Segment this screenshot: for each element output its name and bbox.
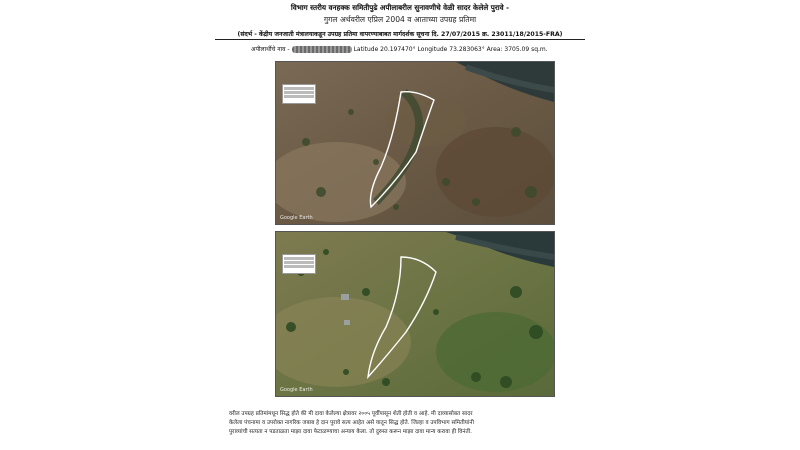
google-earth-watermark: Google Earth bbox=[280, 387, 313, 393]
paragraph-line: पुराव्यांची सत्यता न पडताळता माझा दावा फेटाळण्याचा अन्याय केला. तो दुरुस्त करून माझा दावा मान्य करावा ही विनंती. bbox=[229, 429, 472, 435]
document-reference: (संदर्भ - केंद्रीय जनजाती मंत्रालयाकडून उपग्रह प्रतिमा वापरण्याबाबत मार्गदर्शक सूचना दि. 27/07/2015 क्र. 23011/18/2015-FRA) bbox=[237, 31, 563, 38]
redacted-name bbox=[292, 46, 352, 53]
document-title: विभाग स्तरीय वनहक्क समितीपुढे अपीलाबरील सुनावणीचे वेळी सादर केलेले पुरावे - bbox=[290, 3, 510, 12]
image-legend-2004 bbox=[282, 84, 316, 104]
satellite-terrain-current bbox=[276, 232, 554, 396]
document-subtitle: गुगल अर्थवरील एप्रिल 2004 व आताच्या उपग्रह प्रतिमा bbox=[323, 15, 477, 24]
paragraph-line: केलेला पंचनामा व उपरोक्त नागरिक जबाब हे दान पुरावे सत्य आहेत असे यातून सिद्ध होते. जिल्हा व उपविभाग समितीयांनी bbox=[229, 420, 474, 426]
google-earth-watermark: Google Earth bbox=[280, 215, 313, 221]
satellite-image-current bbox=[275, 231, 555, 397]
header-divider bbox=[215, 39, 585, 40]
satellite-terrain-2004 bbox=[276, 62, 554, 224]
applicant-coordinates: Latitude 20.197470° Longitude 73.283063° Area: 3705.09 sq.m. bbox=[353, 45, 548, 53]
conclusion-paragraph bbox=[229, 410, 571, 437]
document-page bbox=[215, 0, 585, 450]
image-legend-current bbox=[282, 254, 316, 274]
applicant-label: अपीलार्थीचे नाव - bbox=[251, 46, 290, 53]
satellite-image-2004 bbox=[275, 61, 555, 225]
applicant-line bbox=[251, 45, 548, 53]
paragraph-line: वरील उपग्रह प्रतिमांमधून सिद्ध होते की मी दावा केलेल्या क्षेत्रावर २००५ पूर्वीपासून शेती होती व आहे. मी दाव्यासोबत सादर bbox=[229, 411, 473, 417]
